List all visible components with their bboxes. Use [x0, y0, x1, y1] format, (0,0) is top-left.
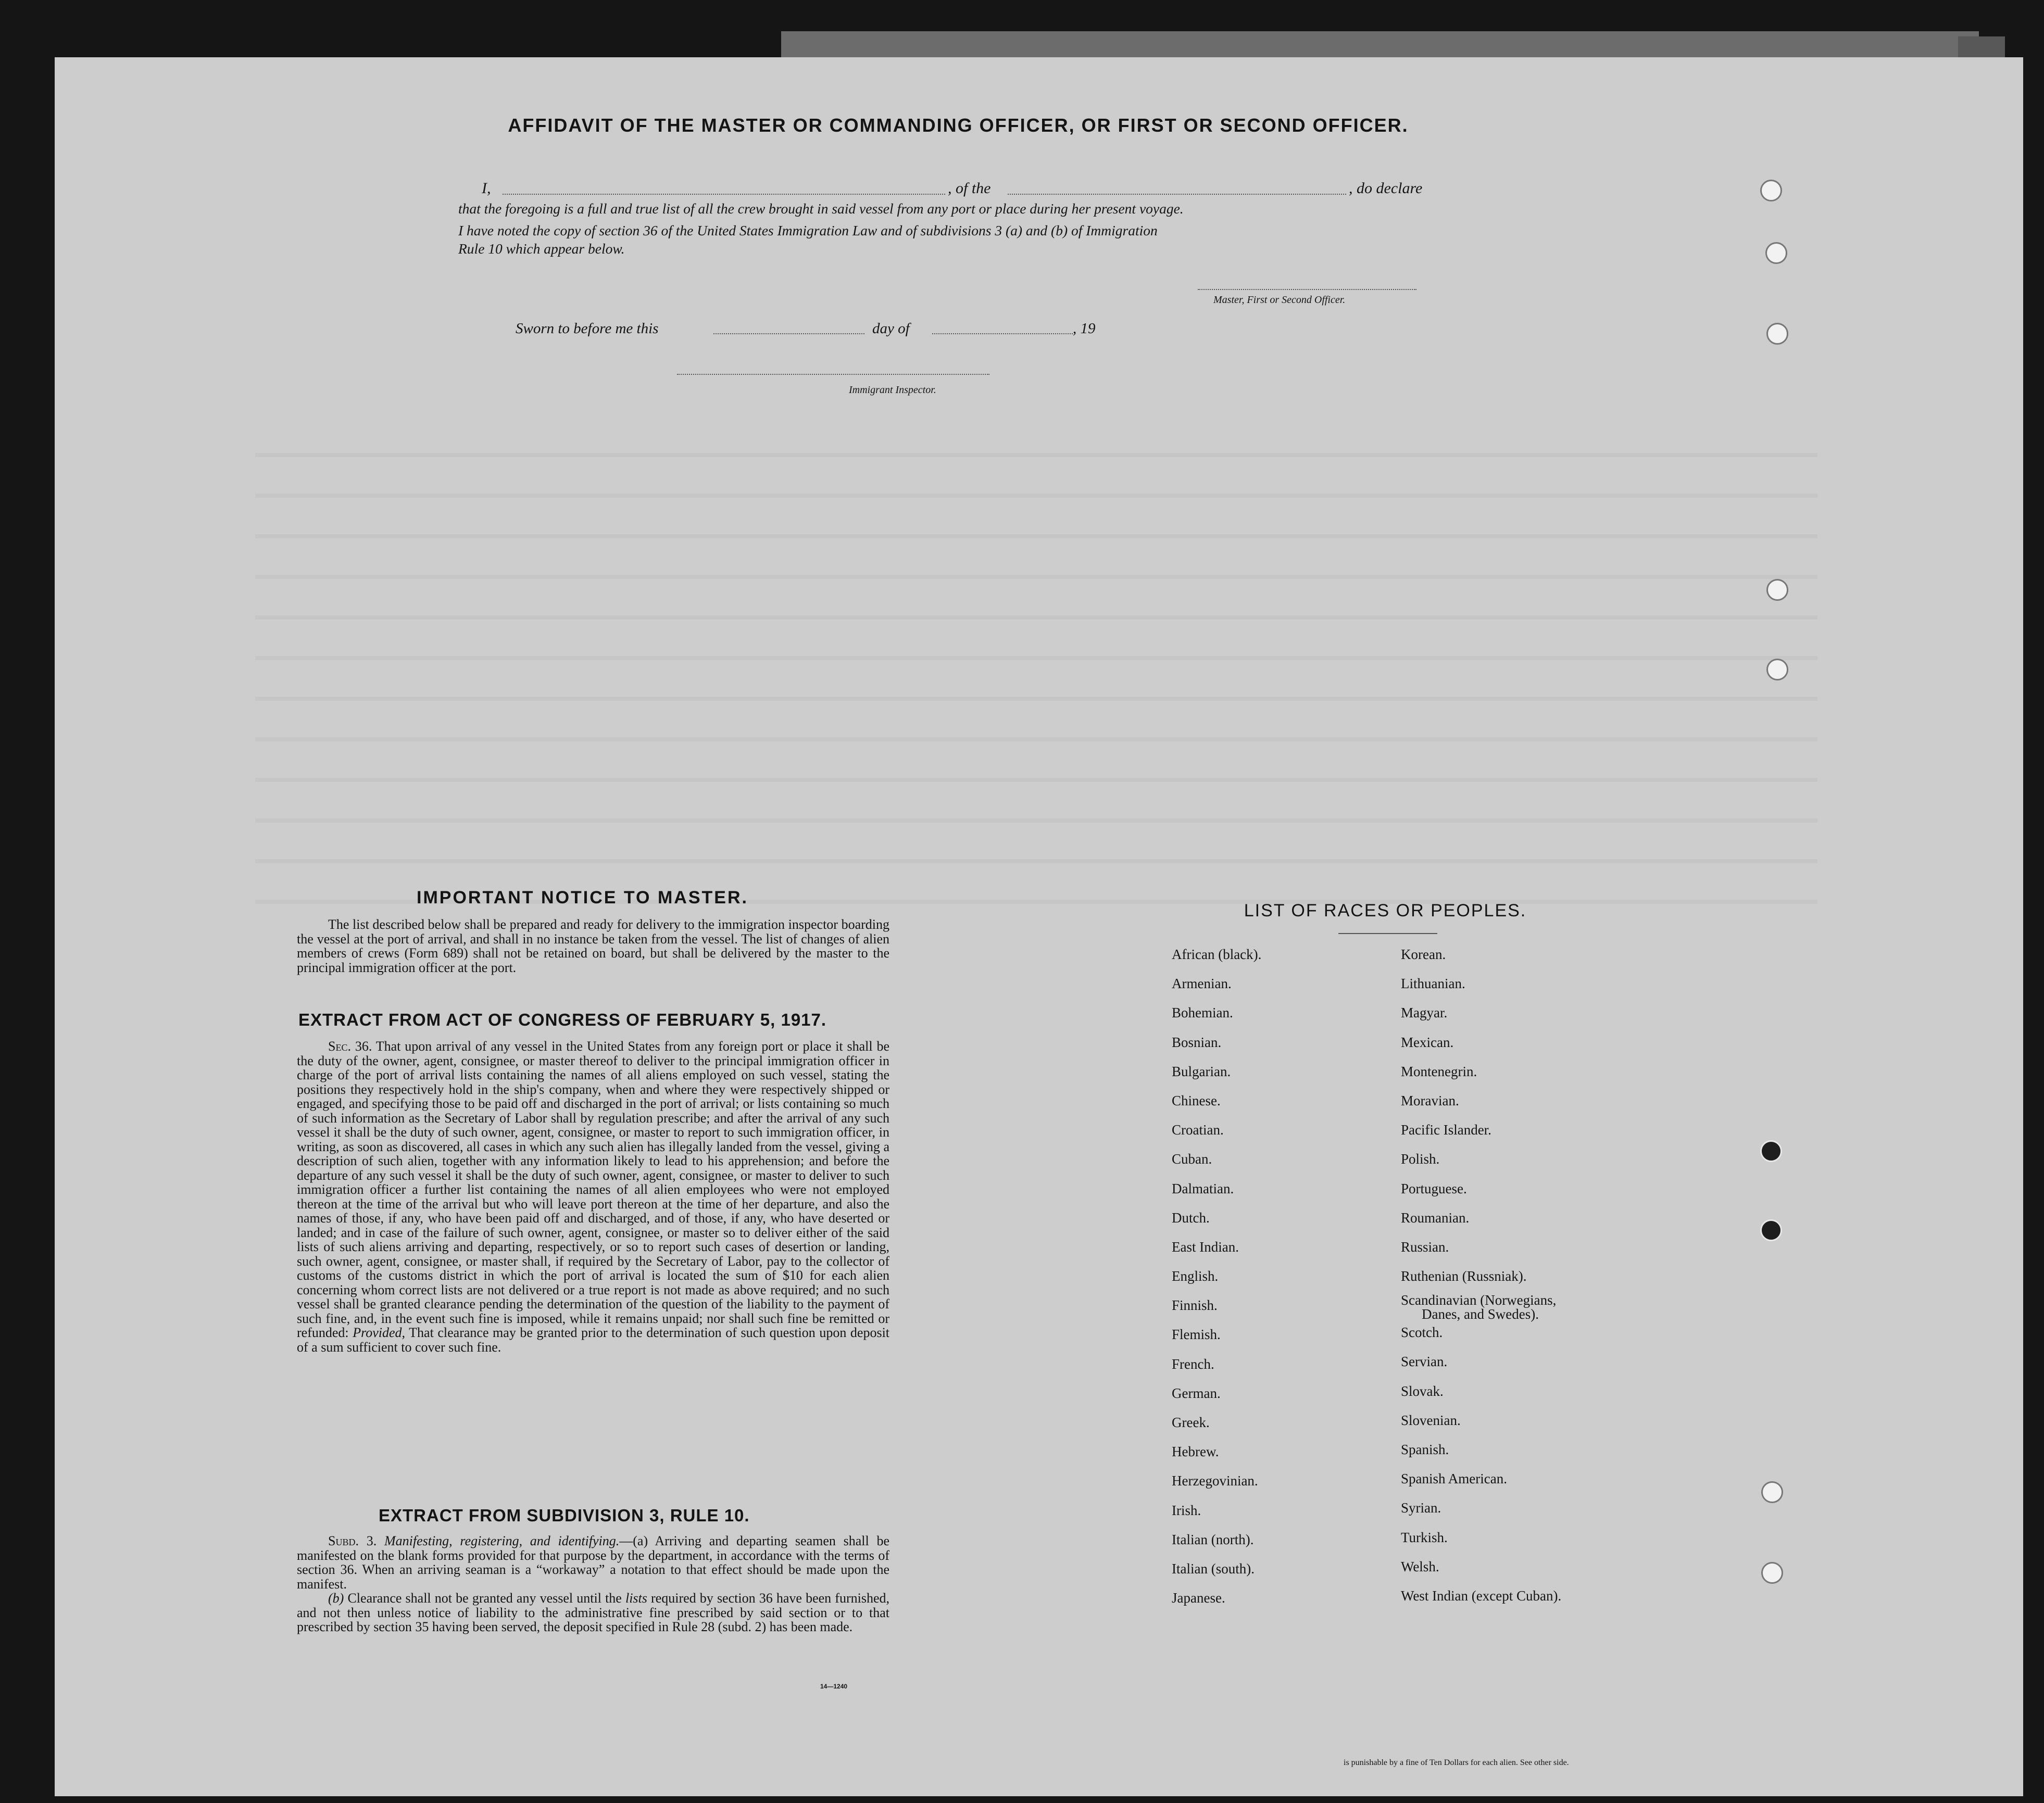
punch-hole — [1761, 1481, 1783, 1503]
races-title: LIST OF RACES OR PEOPLES. — [1244, 901, 1527, 921]
race-item: Bosnian. — [1172, 1034, 1222, 1050]
race-item: Italian (south). — [1172, 1560, 1255, 1577]
races-title-rule — [1338, 933, 1437, 934]
affidavit-do-declare: , do declare — [1349, 180, 1423, 197]
master-caption: Master, First or Second Officer. — [1213, 294, 1346, 306]
race-item: Pacific Islander. — [1401, 1122, 1491, 1138]
affidavit-title: AFFIDAVIT OF THE MASTER OR COMMANDING OFFICER, OR FIRST OR SECOND OFFICER. — [508, 115, 1409, 136]
race-item: Hebrew. — [1172, 1444, 1219, 1460]
race-item: East Indian. — [1172, 1239, 1239, 1255]
race-item: Dutch. — [1172, 1209, 1210, 1226]
punch-hole — [1760, 1219, 1782, 1241]
rule-extract-body — [297, 1534, 889, 1634]
sec-label: Sec. 36. — [328, 1039, 372, 1054]
punch-hole — [1760, 180, 1782, 201]
race-item: Scandinavian (Norwegians, Danes, and Swedes). — [1401, 1292, 1561, 1325]
form-number: 14—1240 — [820, 1683, 848, 1690]
act-body-end: That clearance may be granted prior to the determination of such question upon deposit of a sum sufficient to cover such fine. — [297, 1325, 890, 1355]
inspector-caption: Immigrant Inspector. — [849, 384, 936, 396]
notice-title: IMPORTANT NOTICE TO MASTER. — [417, 888, 748, 907]
punch-hole — [1761, 1562, 1783, 1584]
act-body-text: That upon arrival of any vessel in the United States from any foreign port or place it shall be the duty of the owner, agent, consignee, or master thereof to deliver to the principal immigration officer in charge of the port of arrival lists containing the names of all aliens employed on such vessel, stating the positions they respectively hold in the ship's company, when and where they were respectively shipped or engaged, and specifying those to be paid off and discharged in the port of arrival; or lists containing so much of such information as the Secretary of Labor shall by regulation prescribe; and after the arrival of any such vessel it shall be the duty of such owner, agent, consignee, or master to report to such immigration officer, in writing, as soon as discovered, all cases in which any such alien has illegally landed from the vessel, giving a description of such alien, together with any information likely to lead to his apprehension; and before the departure of any such vessel it shall be the duty of such owner, agent, consignee, or master to deliver to such immigration officer a further list containing the names of all alien employees who were not employed thereon at the time of the arrival but who will leave port thereon at the time of her departure, and also the names of those, if any, who have been paid off and discharged, and of those, if any, who have deserted or landed; and in case of the failure of such owner, agent, consignee, or master so to deliver either of the said lists of such aliens arriving and departing, respectively, or so to report such cases of desertion or landing, such owner, agent, consignee, or master shall, if required by the Secretary of Labor, pay to the collector of customs of the customs district in which the port of arrival is located the sum of $10 for each alien concerning whom correct lists are not delivered or a true report is not made as above required; and no such vessel shall be granted clearance pending the determination of the question of the liability to the payment of such fine, and, in the event such fine is imposed, while it remains unpaid; nor shall such fine be remitted or refunded: — [297, 1039, 889, 1340]
race-item: Scotch. — [1401, 1325, 1443, 1341]
notice-body: The list described below shall be prepared and ready for delivery to the immigration inspector boarding the vessel at the port of arrival, and shall in no instance be taken from the vessel. The list of changes of alien members of crews (Form 689) shall not be retained on board, but shall be delivered by the master to the principal immigration officer at the port. — [297, 917, 889, 975]
race-item: Finnish. — [1172, 1297, 1218, 1314]
race-item-continuation: Danes, and Swedes). — [1422, 1306, 1539, 1322]
race-item: Russian. — [1401, 1239, 1449, 1255]
race-item: Welsh. — [1401, 1558, 1439, 1574]
part-b-label: (b) — [328, 1591, 344, 1606]
punch-hole — [1765, 242, 1787, 264]
sworn-text: Sworn to before me this — [516, 320, 659, 337]
act-extract-title: EXTRACT FROM ACT OF CONGRESS OF FEBRUARY 5, 1917. — [298, 1010, 827, 1029]
race-item: Spanish American. — [1401, 1471, 1507, 1487]
race-item: Spanish. — [1401, 1442, 1449, 1457]
name-field-line[interactable] — [503, 194, 945, 195]
race-item: Korean. — [1401, 947, 1446, 962]
race-item: Dalmatian. — [1172, 1180, 1234, 1196]
inspector-signature-line[interactable] — [677, 374, 989, 375]
race-item: African (black). — [1172, 947, 1262, 962]
race-item: Lithuanian. — [1401, 976, 1465, 992]
race-item: Flemish. — [1172, 1327, 1221, 1343]
race-item: German. — [1172, 1385, 1221, 1401]
race-item: West Indian (except Cuban). — [1401, 1587, 1562, 1604]
punch-hole — [1766, 323, 1788, 345]
sworn-month-line[interactable] — [932, 333, 1073, 334]
race-item: Slovenian. — [1401, 1412, 1461, 1428]
race-item: Ruthenian (Russniak). — [1401, 1268, 1527, 1284]
punch-hole — [1760, 1140, 1782, 1162]
race-item: Bulgarian. — [1172, 1063, 1231, 1079]
race-item: Japanese. — [1172, 1590, 1225, 1606]
race-item: Polish. — [1401, 1151, 1440, 1167]
race-item: Montenegrin. — [1401, 1063, 1477, 1079]
race-item: Chinese. — [1172, 1092, 1221, 1108]
rule-extract-title: EXTRACT FROM SUBDIVISION 3, RULE 10. — [379, 1506, 750, 1525]
affidavit-line-3: I have noted the copy of section 36 of the United States Immigration Law and of subdivisions 3 (a) and (b) of Immigration — [458, 222, 1158, 238]
act-extract-body — [297, 1039, 889, 1354]
race-item: Armenian. — [1172, 976, 1232, 992]
race-item: Turkish. — [1401, 1529, 1448, 1545]
race-item: Cuban. — [1172, 1151, 1212, 1167]
race-item: Moravian. — [1401, 1092, 1459, 1108]
race-item: Greek. — [1172, 1415, 1210, 1430]
race-item: Bohemian. — [1172, 1005, 1233, 1021]
year-prefix: , 19 — [1073, 320, 1096, 337]
subd-title: Manifesting, registering, and identifying. — [384, 1533, 620, 1548]
race-item: Irish. — [1172, 1502, 1201, 1518]
provided-word: Provided, — [353, 1325, 406, 1340]
race-item: Slovak. — [1401, 1383, 1444, 1399]
punch-hole — [1766, 659, 1788, 680]
affidavit-line-4: Rule 10 which appear below. — [458, 241, 625, 257]
race-item: French. — [1172, 1356, 1214, 1372]
bleed-through-area — [255, 417, 1817, 937]
race-item: Portuguese. — [1401, 1180, 1467, 1196]
race-item: Italian (north). — [1172, 1531, 1254, 1547]
race-item: English. — [1172, 1268, 1219, 1284]
footer-note: is punishable by a fine of Ten Dollars for each alien. See other side. — [1344, 1758, 1569, 1767]
sworn-day-line[interactable] — [713, 333, 864, 334]
race-item: Roumanian. — [1401, 1209, 1470, 1226]
races-right-column — [1401, 947, 1561, 1617]
affidavit-line-2: that the foregoing is a full and true list of all the crew brought in said vessel from any port or place during her present voyage. — [458, 200, 1184, 217]
race-item: Croatian. — [1172, 1122, 1224, 1138]
master-signature-line[interactable] — [1198, 289, 1416, 290]
race-item: Servian. — [1401, 1354, 1448, 1370]
part-a: —(a) Arriving and departing seamen shall be manifested on the blank forms provided for that purpose by the department, in accordance with the terms of section 36. When an arriving seaman is a “workaway” a notation to that effect should be made upon the manifest. — [297, 1533, 890, 1592]
races-left-column — [1172, 947, 1261, 1619]
subd-label: Subd. 3. — [328, 1533, 377, 1548]
part-b-2: required by section 36 have been furnished, and not then unless notice of liability to the administrative fine prescribed by said section or to that prescribed by section 35 having been served, the deposit specified in Rule 28 (subd. 2) has been made. — [297, 1591, 889, 1634]
affidavit-i: I, — [482, 180, 491, 197]
race-item: Magyar. — [1401, 1005, 1448, 1021]
affidavit-of-the: , of the — [948, 180, 991, 197]
day-of-text: day of — [872, 320, 910, 337]
race-item: Syrian. — [1401, 1500, 1441, 1516]
vessel-field-line[interactable] — [1008, 194, 1346, 195]
part-b-1: Clearance shall not be granted any vessel until the — [347, 1591, 622, 1606]
punch-hole — [1766, 579, 1788, 601]
part-b-lists: lists — [625, 1591, 647, 1606]
race-item: Mexican. — [1401, 1034, 1454, 1050]
race-item: Herzegovinian. — [1172, 1473, 1258, 1489]
